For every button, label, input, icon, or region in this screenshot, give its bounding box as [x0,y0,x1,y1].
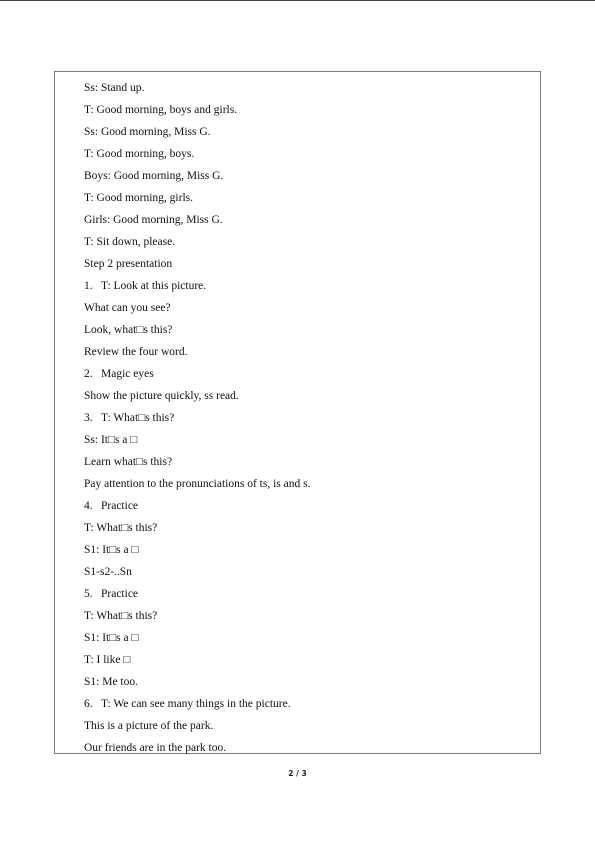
lesson-line [84,627,310,649]
lesson-line [84,187,310,209]
lesson-line [84,165,310,187]
line-text: Learn what□s this? [84,456,173,468]
line-text: Ss: Good morning, Miss G. [84,126,211,138]
lesson-line [84,715,310,737]
lesson-line [84,429,310,451]
lesson-line [84,143,310,165]
line-text: S1: It□s a □ [84,632,139,644]
numbered-step-line [84,363,310,385]
line-text: This is a picture of the park. [84,720,214,732]
numbered-step-line [84,495,310,517]
line-text: Magic eyes [101,368,154,380]
line-text: T: I like □ [84,654,131,666]
line-text: T: What□s this? [84,522,158,534]
step-number: 6. [84,698,93,710]
line-text: T: What□s this? [84,610,158,622]
line-text: Ss: It□s a □ [84,434,138,446]
lesson-line [84,99,310,121]
line-text: T: Good morning, boys and girls. [84,104,238,116]
line-text: Ss: Stand up. [84,82,145,94]
line-text: S1: It□s a □ [84,544,139,556]
line-text: S1-s2-..Sn [84,566,132,578]
line-text: T: Good morning, girls. [84,192,193,204]
numbered-step-line [84,583,310,605]
lesson-line [84,649,310,671]
line-text: Review the four word. [84,346,188,358]
numbered-step-line [84,275,310,297]
page-top-rule [0,0,595,1]
line-text: T: Good morning, boys. [84,148,195,160]
lesson-line [84,341,310,363]
step-number: 4. [84,500,93,512]
lesson-line [84,297,310,319]
page-number: 2 / 3 [288,769,307,778]
lesson-line [84,77,310,99]
step-number: 3. [84,412,93,424]
lesson-line [84,385,310,407]
line-text: Boys: Good morning, Miss G. [84,170,224,182]
lesson-content-box [54,71,541,754]
lesson-line [84,209,310,231]
lesson-line [84,671,310,693]
lesson-line [84,451,310,473]
line-text: T: Sit down, please. [84,236,176,248]
step-number: 5. [84,588,93,600]
line-text: S1: Me too. [84,676,138,688]
line-text: Step 2 presentation [84,258,173,270]
line-text: Show the picture quickly, ss read. [84,390,239,402]
lesson-line [84,121,310,143]
line-text: Pay attention to the pronunciations of ts, is and s. [84,478,311,490]
lesson-line [84,605,310,627]
lesson-lines [84,77,310,759]
lesson-line [84,539,310,561]
lesson-line [84,517,310,539]
line-text: T: What□s this? [101,412,175,424]
line-text: Look, what□s this? [84,324,173,336]
lesson-line [84,231,310,253]
line-text: Practice [101,588,139,600]
step-number: 2. [84,368,93,380]
line-text: Practice [101,500,139,512]
lesson-line [84,473,310,495]
step-number: 1. [84,280,93,292]
lesson-line [84,253,310,275]
lesson-line [84,319,310,341]
line-text: T: We can see many things in the picture. [101,698,291,710]
lesson-line [84,561,310,583]
numbered-step-line [84,407,310,429]
line-text: What can you see? [84,302,171,314]
line-text: T: Look at this picture. [101,280,207,292]
numbered-step-line [84,693,310,715]
lesson-line [84,737,310,759]
line-text: Girls: Good morning, Miss G. [84,214,223,226]
line-text: Our friends are in the park too. [84,742,227,754]
